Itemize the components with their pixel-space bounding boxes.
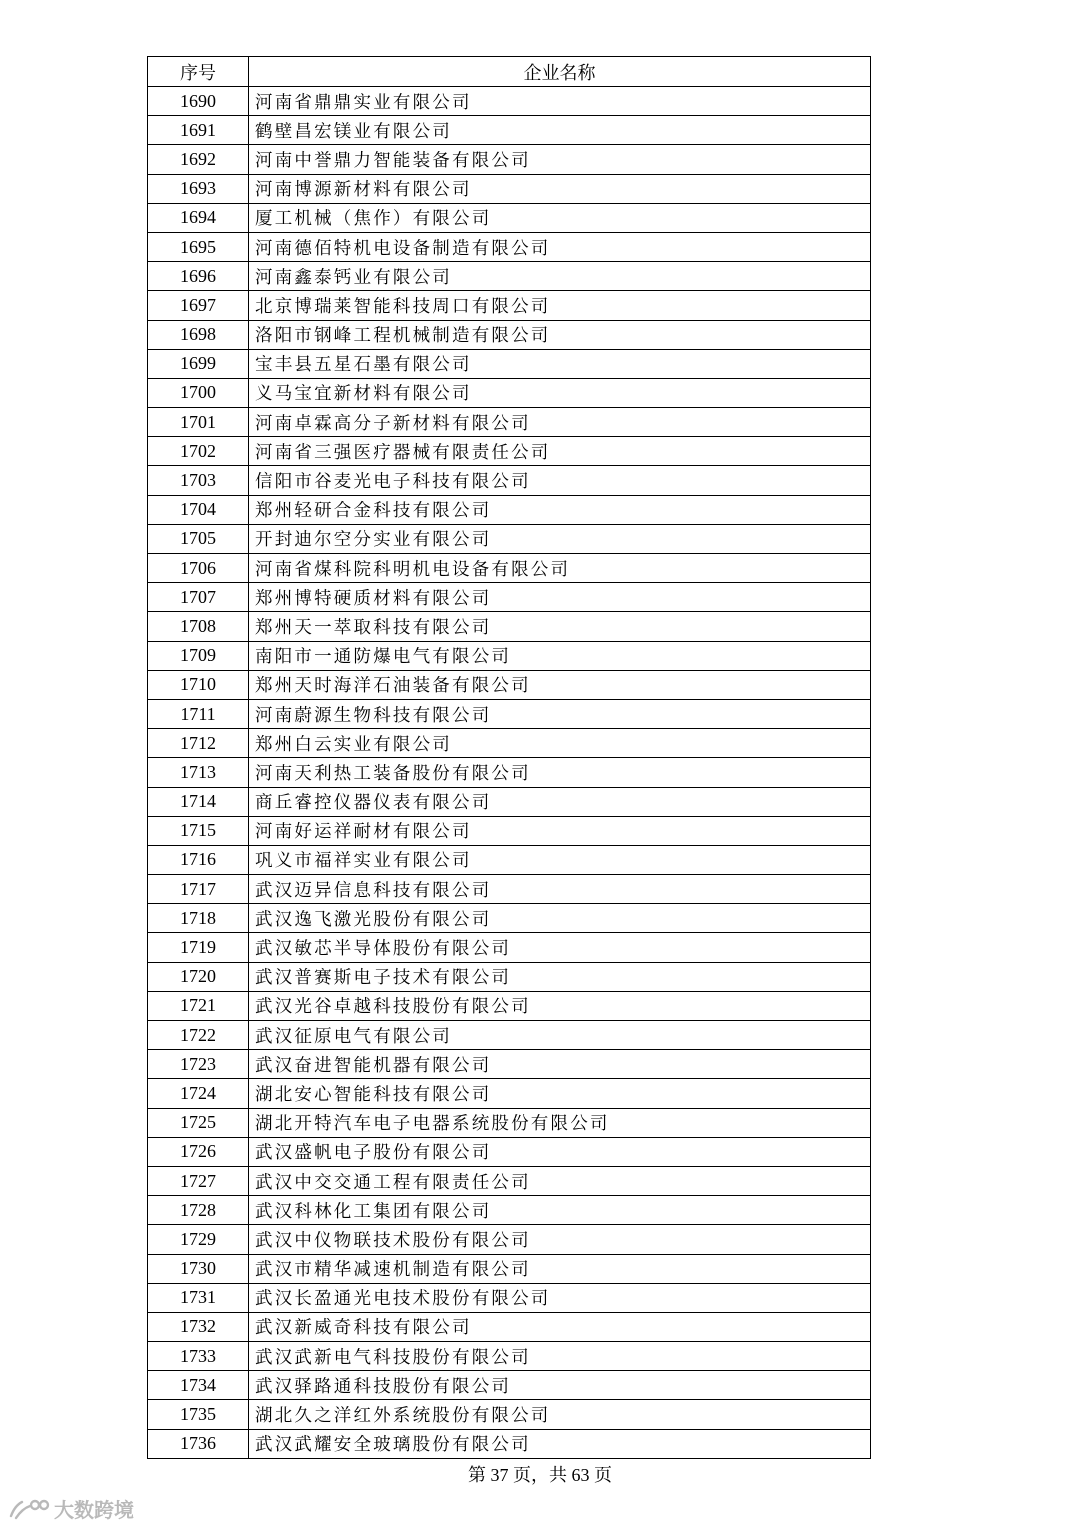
table-row xyxy=(148,845,871,874)
watermark xyxy=(8,1494,134,1523)
company-name-cell: 武汉长盈通光电技术股份有限公司 xyxy=(249,1283,871,1312)
table-row xyxy=(148,1166,871,1195)
table-row xyxy=(148,437,871,466)
table-row xyxy=(148,495,871,524)
serial-number-cell: 1703 xyxy=(148,466,249,495)
serial-number-cell: 1691 xyxy=(148,116,249,145)
table-row xyxy=(148,1312,871,1341)
company-name-cell: 河南省煤科院科明机电设备有限公司 xyxy=(249,554,871,583)
company-name-cell: 湖北安心智能科技有限公司 xyxy=(249,1079,871,1108)
table-row xyxy=(148,1400,871,1429)
table-row xyxy=(148,408,871,437)
serial-number-cell: 1734 xyxy=(148,1371,249,1400)
serial-number-cell: 1702 xyxy=(148,437,249,466)
table-row xyxy=(148,1079,871,1108)
company-name-cell: 郑州白云实业有限公司 xyxy=(249,729,871,758)
company-name-cell: 宝丰县五星石墨有限公司 xyxy=(249,349,871,378)
serial-number-cell: 1716 xyxy=(148,845,249,874)
table-row xyxy=(148,583,871,612)
table-header-row xyxy=(148,57,871,87)
serial-number-cell: 1719 xyxy=(148,933,249,962)
table-row xyxy=(148,729,871,758)
company-name-cell: 武汉光谷卓越科技股份有限公司 xyxy=(249,991,871,1020)
table-row xyxy=(148,1196,871,1225)
company-name-cell: 信阳市谷麦光电子科技有限公司 xyxy=(249,466,871,495)
company-name-cell: 洛阳市钢峰工程机械制造有限公司 xyxy=(249,320,871,349)
serial-number-cell: 1718 xyxy=(148,904,249,933)
serial-number-cell: 1704 xyxy=(148,495,249,524)
company-name-cell: 武汉市精华减速机制造有限公司 xyxy=(249,1254,871,1283)
table-row xyxy=(148,1283,871,1312)
company-name-cell: 湖北开特汽车电子电器系统股份有限公司 xyxy=(249,1108,871,1137)
table-row xyxy=(148,1225,871,1254)
table-row xyxy=(148,991,871,1020)
serial-number-cell: 1701 xyxy=(148,408,249,437)
serial-number-cell: 1710 xyxy=(148,670,249,699)
serial-number-cell: 1713 xyxy=(148,758,249,787)
serial-number-cell: 1707 xyxy=(148,583,249,612)
table-row xyxy=(148,1137,871,1166)
company-name-cell: 郑州天一萃取科技有限公司 xyxy=(249,612,871,641)
table-row xyxy=(148,203,871,232)
serial-number-cell: 1705 xyxy=(148,524,249,553)
table-row xyxy=(148,87,871,116)
table-row xyxy=(148,962,871,991)
table-row xyxy=(148,174,871,203)
serial-number-cell: 1735 xyxy=(148,1400,249,1429)
company-name-cell: 河南蔚源生物科技有限公司 xyxy=(249,699,871,728)
company-name-cell: 河南天利热工装备股份有限公司 xyxy=(249,758,871,787)
company-name-cell: 河南中誉鼎力智能装备有限公司 xyxy=(249,145,871,174)
company-name-cell: 巩义市福祥实业有限公司 xyxy=(249,845,871,874)
serial-number-cell: 1692 xyxy=(148,145,249,174)
page-footer: 第 37 页，共 63 页 xyxy=(468,1465,612,1485)
table-row xyxy=(148,875,871,904)
header-serial-no: 序号 xyxy=(148,57,249,87)
serial-number-cell: 1709 xyxy=(148,641,249,670)
table-row xyxy=(148,699,871,728)
company-name-cell: 厦工机械（焦作）有限公司 xyxy=(249,203,871,232)
serial-number-cell: 1715 xyxy=(148,816,249,845)
table-body xyxy=(148,87,871,1459)
table-row xyxy=(148,670,871,699)
table-row xyxy=(148,232,871,261)
table-row xyxy=(148,524,871,553)
company-name-cell: 郑州博特硬质材料有限公司 xyxy=(249,583,871,612)
serial-number-cell: 1727 xyxy=(148,1166,249,1195)
company-name-cell: 武汉逸飞激光股份有限公司 xyxy=(249,904,871,933)
company-name-cell: 武汉迈异信息科技有限公司 xyxy=(249,875,871,904)
company-name-cell: 鹤壁昌宏镁业有限公司 xyxy=(249,116,871,145)
company-name-cell: 南阳市一通防爆电气有限公司 xyxy=(249,641,871,670)
company-name-cell: 商丘睿控仪器仪表有限公司 xyxy=(249,787,871,816)
table-row xyxy=(148,641,871,670)
serial-number-cell: 1733 xyxy=(148,1342,249,1371)
serial-number-cell: 1696 xyxy=(148,262,249,291)
header-company-name: 企业名称 xyxy=(249,57,871,87)
serial-number-cell: 1732 xyxy=(148,1312,249,1341)
table-row xyxy=(148,1371,871,1400)
serial-number-cell: 1725 xyxy=(148,1108,249,1137)
serial-number-cell: 1729 xyxy=(148,1225,249,1254)
company-name-cell: 河南德佰特机电设备制造有限公司 xyxy=(249,232,871,261)
serial-number-cell: 1708 xyxy=(148,612,249,641)
company-name-cell: 武汉征原电气有限公司 xyxy=(249,1021,871,1050)
serial-number-cell: 1695 xyxy=(148,232,249,261)
table-row xyxy=(148,378,871,407)
bird-logo-icon xyxy=(8,1496,50,1522)
company-name-cell: 武汉普赛斯电子技术有限公司 xyxy=(249,962,871,991)
table-row xyxy=(148,787,871,816)
table-row xyxy=(148,758,871,787)
table-row xyxy=(148,145,871,174)
table-row xyxy=(148,349,871,378)
table-row xyxy=(148,904,871,933)
watermark-text: 大数跨境 xyxy=(54,1498,134,1522)
company-name-cell: 武汉驿路通科技股份有限公司 xyxy=(249,1371,871,1400)
company-name-cell: 义马宝宜新材料有限公司 xyxy=(249,378,871,407)
company-name-cell: 武汉奋进智能机器有限公司 xyxy=(249,1050,871,1079)
company-name-cell: 河南博源新材料有限公司 xyxy=(249,174,871,203)
table-row xyxy=(148,262,871,291)
serial-number-cell: 1690 xyxy=(148,87,249,116)
table-row xyxy=(148,1254,871,1283)
table-row xyxy=(148,1429,871,1458)
table-row xyxy=(148,933,871,962)
company-name-cell: 武汉武耀安全玻璃股份有限公司 xyxy=(249,1429,871,1458)
serial-number-cell: 1711 xyxy=(148,699,249,728)
serial-number-cell: 1712 xyxy=(148,729,249,758)
serial-number-cell: 1717 xyxy=(148,875,249,904)
serial-number-cell: 1697 xyxy=(148,291,249,320)
company-name-cell: 武汉新威奇科技有限公司 xyxy=(249,1312,871,1341)
company-name-cell: 开封迪尔空分实业有限公司 xyxy=(249,524,871,553)
table-row xyxy=(148,612,871,641)
table-row xyxy=(148,291,871,320)
company-name-cell: 武汉武新电气科技股份有限公司 xyxy=(249,1342,871,1371)
company-name-cell: 河南省鼎鼎实业有限公司 xyxy=(249,87,871,116)
serial-number-cell: 1723 xyxy=(148,1050,249,1079)
serial-number-cell: 1730 xyxy=(148,1254,249,1283)
serial-number-cell: 1736 xyxy=(148,1429,249,1458)
serial-number-cell: 1731 xyxy=(148,1283,249,1312)
table-row xyxy=(148,554,871,583)
serial-number-cell: 1706 xyxy=(148,554,249,583)
company-name-cell: 武汉敏芯半导体股份有限公司 xyxy=(249,933,871,962)
serial-number-cell: 1698 xyxy=(148,320,249,349)
company-name-cell: 郑州轻研合金科技有限公司 xyxy=(249,495,871,524)
serial-number-cell: 1728 xyxy=(148,1196,249,1225)
serial-number-cell: 1694 xyxy=(148,203,249,232)
serial-number-cell: 1724 xyxy=(148,1079,249,1108)
company-name-cell: 河南卓霖高分子新材料有限公司 xyxy=(249,408,871,437)
table-row xyxy=(148,1021,871,1050)
table-row xyxy=(148,116,871,145)
company-name-cell: 河南鑫泰钙业有限公司 xyxy=(249,262,871,291)
serial-number-cell: 1721 xyxy=(148,991,249,1020)
table-row xyxy=(148,320,871,349)
table-row xyxy=(148,1050,871,1079)
serial-number-cell: 1726 xyxy=(148,1137,249,1166)
company-name-cell: 武汉中仪物联技术股份有限公司 xyxy=(249,1225,871,1254)
serial-number-cell: 1722 xyxy=(148,1021,249,1050)
company-name-cell: 河南好运祥耐材有限公司 xyxy=(249,816,871,845)
table-row xyxy=(148,1342,871,1371)
company-name-cell: 湖北久之洋红外系统股份有限公司 xyxy=(249,1400,871,1429)
serial-number-cell: 1720 xyxy=(148,962,249,991)
table-row xyxy=(148,816,871,845)
table-row xyxy=(148,1108,871,1137)
table-row xyxy=(148,466,871,495)
company-name-cell: 北京博瑞莱智能科技周口有限公司 xyxy=(249,291,871,320)
serial-number-cell: 1714 xyxy=(148,787,249,816)
company-name-cell: 郑州天时海洋石油装备有限公司 xyxy=(249,670,871,699)
company-name-cell: 武汉科林化工集团有限公司 xyxy=(249,1196,871,1225)
serial-number-cell: 1693 xyxy=(148,174,249,203)
company-name-cell: 武汉盛帆电子股份有限公司 xyxy=(249,1137,871,1166)
company-name-cell: 河南省三强医疗器械有限责任公司 xyxy=(249,437,871,466)
serial-number-cell: 1699 xyxy=(148,349,249,378)
company-table xyxy=(147,56,871,1459)
serial-number-cell: 1700 xyxy=(148,378,249,407)
company-name-cell: 武汉中交交通工程有限责任公司 xyxy=(249,1166,871,1195)
